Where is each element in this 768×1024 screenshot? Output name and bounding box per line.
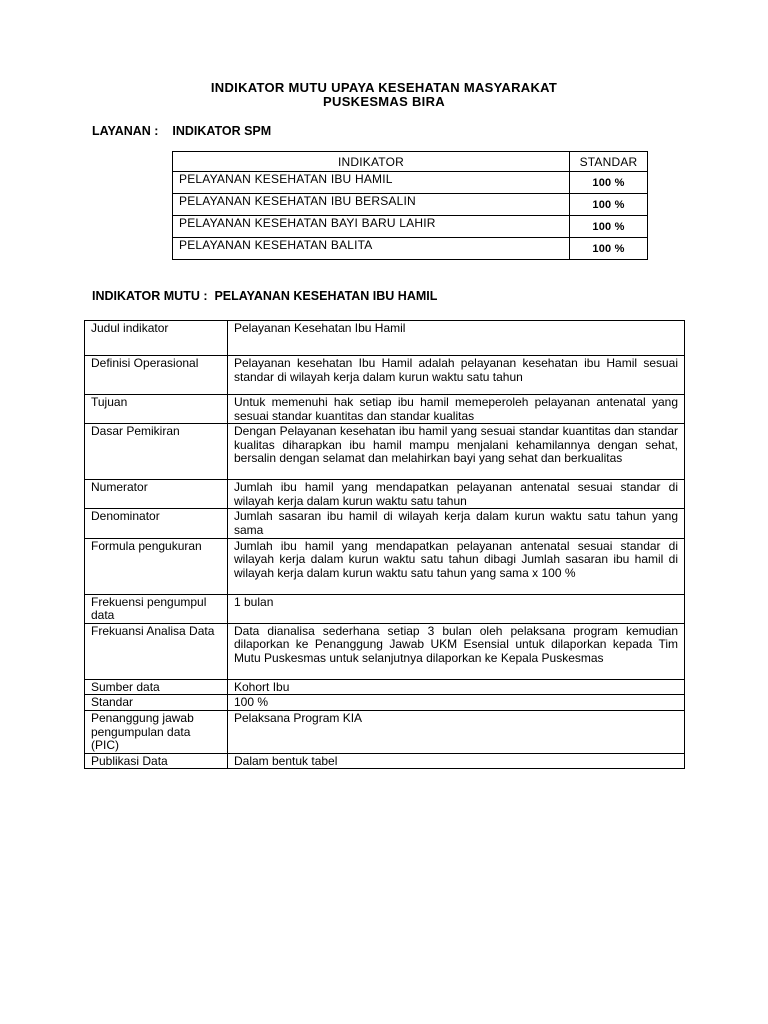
- table-row: [85, 538, 685, 594]
- detail-label: Tujuan: [85, 395, 228, 424]
- detail-value: Jumlah ibu hamil yang mendapatkan pelayanan antenatal sesuai standar di wilayah kerja dalam kurun waktu satu tahun dibagi Jumlah sasaran ibu hamil di wilayah kerja dalam kurun waktu satu tahun yang sama x 100 %: [228, 538, 685, 594]
- detail-label: Frekuansi Analisa Data: [85, 623, 228, 679]
- table-row: [173, 194, 648, 216]
- detail-value: Dalam bentuk tabel: [228, 753, 685, 769]
- indikator-mutu-label: INDIKATOR MUTU : PELAYANAN KESEHATAN IBU HAMIL: [92, 289, 438, 303]
- detail-label: Publikasi Data: [85, 753, 228, 769]
- spm-standar-cell: 100 %: [570, 238, 648, 260]
- detail-value: 100 %: [228, 695, 685, 711]
- detail-label: Judul indikator: [85, 321, 228, 356]
- table-header-row: [173, 152, 648, 172]
- detail-label: Dasar Pemikiran: [85, 424, 228, 480]
- document-subtitle: PUSKESMAS BIRA: [323, 94, 445, 109]
- detail-label: Denominator: [85, 509, 228, 538]
- indicator-detail-table: [84, 320, 685, 769]
- detail-value: Kohort Ibu: [228, 679, 685, 695]
- table-row: [85, 753, 685, 769]
- spm-indicator-table: [172, 151, 648, 260]
- detail-label: Frekuensi pengumpul data: [85, 594, 228, 623]
- detail-label: Numerator: [85, 480, 228, 509]
- detail-value: Pelaksana Program KIA: [228, 710, 685, 753]
- header-standar: STANDAR: [570, 152, 648, 172]
- header-indikator: INDIKATOR: [173, 152, 570, 172]
- detail-value: Data dianalisa sederhana setiap 3 bulan oleh pelaksana program kemudian dilaporkan ke Penanggung Jawab UKM Esensial untuk dilaporkan kepada Tim Mutu Puskesmas untuk selanjutnya dilaporkan ke Kepala Puskesmas: [228, 623, 685, 679]
- table-row: [173, 172, 648, 194]
- table-row: [85, 356, 685, 395]
- table-row: [173, 238, 648, 260]
- table-row: [173, 216, 648, 238]
- table-row: [85, 695, 685, 711]
- table-row: [85, 480, 685, 509]
- document-title: INDIKATOR MUTU UPAYA KESEHATAN MASYARAKAT: [210, 80, 558, 95]
- detail-value: Pelayanan kesehatan Ibu Hamil adalah pelayanan kesehatan ibu Hamil sesuai standar di wilayah kerja dalam kurun waktu satu tahun: [228, 356, 685, 395]
- detail-label: Formula pengukuran: [85, 538, 228, 594]
- table-row: [85, 679, 685, 695]
- detail-value: Pelayanan Kesehatan Ibu Hamil: [228, 321, 685, 356]
- detail-value: Untuk memenuhi hak setiap ibu hamil memeperoleh pelayanan antenatal yang sesuai standar kuantitas dan standar kualitas: [228, 395, 685, 424]
- spm-indikator-cell: PELAYANAN KESEHATAN IBU BERSALIN: [173, 194, 570, 216]
- layanan-label: LAYANAN : INDIKATOR SPM: [92, 124, 272, 138]
- spm-indikator-cell: PELAYANAN KESEHATAN IBU HAMIL: [173, 172, 570, 194]
- detail-value: Jumlah ibu hamil yang mendapatkan pelayanan antenatal sesuai standar di wilayah kerja dalam kurun waktu satu tahun: [228, 480, 685, 509]
- table-row: [85, 395, 685, 424]
- table-row: [85, 710, 685, 753]
- detail-value: Dengan Pelayanan kesehatan ibu hamil yang sesuai standar kuantitas dan standar kualitas diharapkan ibu hamil mampu menjalani kehamilannya dengan sehat, bersalin dengan selamat dan melahirkan bayi yang sehat dan berkualitas: [228, 424, 685, 480]
- detail-label: Standar: [85, 695, 228, 711]
- detail-label: Definisi Operasional: [85, 356, 228, 395]
- spm-indikator-cell: PELAYANAN KESEHATAN BALITA: [173, 238, 570, 260]
- detail-label: Penanggung jawab pengumpulan data (PIC): [85, 710, 228, 753]
- spm-standar-cell: 100 %: [570, 172, 648, 194]
- table-row: [85, 594, 685, 623]
- spm-indikator-cell: PELAYANAN KESEHATAN BAYI BARU LAHIR: [173, 216, 570, 238]
- table-row: [85, 321, 685, 356]
- table-row: [85, 623, 685, 679]
- detail-value: 1 bulan: [228, 594, 685, 623]
- spm-standar-cell: 100 %: [570, 194, 648, 216]
- detail-value: Jumlah sasaran ibu hamil di wilayah kerja dalam kurun waktu satu tahun yang sama: [228, 509, 685, 538]
- detail-label: Sumber data: [85, 679, 228, 695]
- spm-standar-cell: 100 %: [570, 216, 648, 238]
- table-row: [85, 424, 685, 480]
- table-row: [85, 509, 685, 538]
